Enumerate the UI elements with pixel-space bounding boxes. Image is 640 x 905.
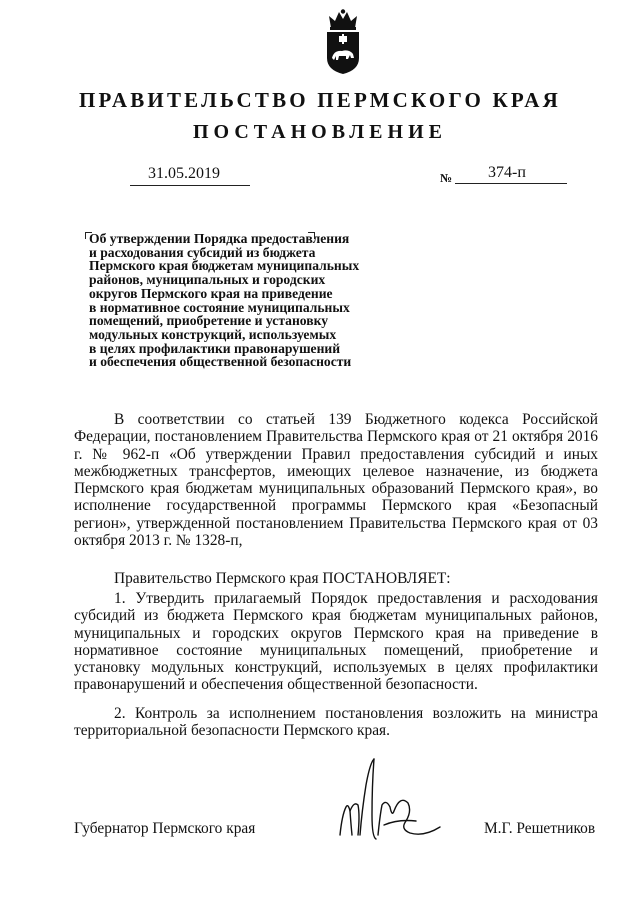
item-1-paragraph: 1. Утвердить прилагаемый Порядок предоставления и расходования субсидий из бюджета Пермского края бюджетам муниципальных районов, муниципальных и городских округов Пермского края на приведение в нормативное состояние муниципальных помещений, приобретение и установку модульных конструкций, используемых в целях профилактики правонарушений и обеспечения общественной безопасности. xyxy=(74,590,598,694)
title-line: и обеспечения общественной безопасности xyxy=(89,354,352,370)
signatory-position: Губернатор Пермского края xyxy=(74,820,256,837)
title-line: районов, муниципальных и городских xyxy=(89,272,326,288)
document-title xyxy=(89,232,409,369)
signatory-name: М.Г. Решетников xyxy=(484,820,596,837)
title-line: и расходования субсидий из бюджета xyxy=(89,244,316,260)
organization-name: ПРАВИТЕЛЬСТВО ПЕРМСКОГО КРАЯ xyxy=(78,88,561,112)
document-number: 374-п xyxy=(488,164,526,181)
number-underline xyxy=(455,183,567,184)
title-line: в целях профилактики правонарушений xyxy=(89,340,341,356)
preamble-paragraph: В соответствии со статьей 139 Бюджетного кодекса Российской Федерации, постановлением Правительства Пермского края от 21 октября 2016 г. № 962-п «Об утверждении Правил предоставления субсидий и иных межбюджетных трансфертов, имеющих целевое назначение, из бюджета Пермского края бюджетам муниципальных образований Пермского края», во исполнение государственной программы Пермского края «Безопасный регион», утвержденной постановлением Правительства Пермского края от 03 октября 2013 г. № 1328-п, xyxy=(74,411,598,550)
title-line: помещений, приобретение и установку xyxy=(89,313,329,329)
decree-paragraph: Правительство Пермского края ПОСТАНОВЛЯЕТ: xyxy=(114,570,451,587)
title-line: модульных конструкций, используемых xyxy=(89,326,337,342)
item-2-paragraph: 2. Контроль за исполнением постановления возложить на министра территориальной безопасности Пермского края. xyxy=(74,705,598,740)
title-line: в нормативное состояние муниципальных xyxy=(89,299,350,315)
document-type: ПОСТАНОВЛЕНИЕ xyxy=(193,121,447,143)
number-sign: № xyxy=(440,171,453,185)
title-line: округов Пермского края на приведение xyxy=(89,285,333,301)
title-line: Пермского края бюджетам муниципальных xyxy=(89,258,360,274)
handwritten-signature xyxy=(320,755,480,845)
coat-of-arms-icon xyxy=(322,8,364,76)
document-date: 31.05.2019 xyxy=(148,165,220,182)
title-line: Об утверждении Порядка предоставления xyxy=(89,231,350,246)
date-underline xyxy=(130,185,250,186)
